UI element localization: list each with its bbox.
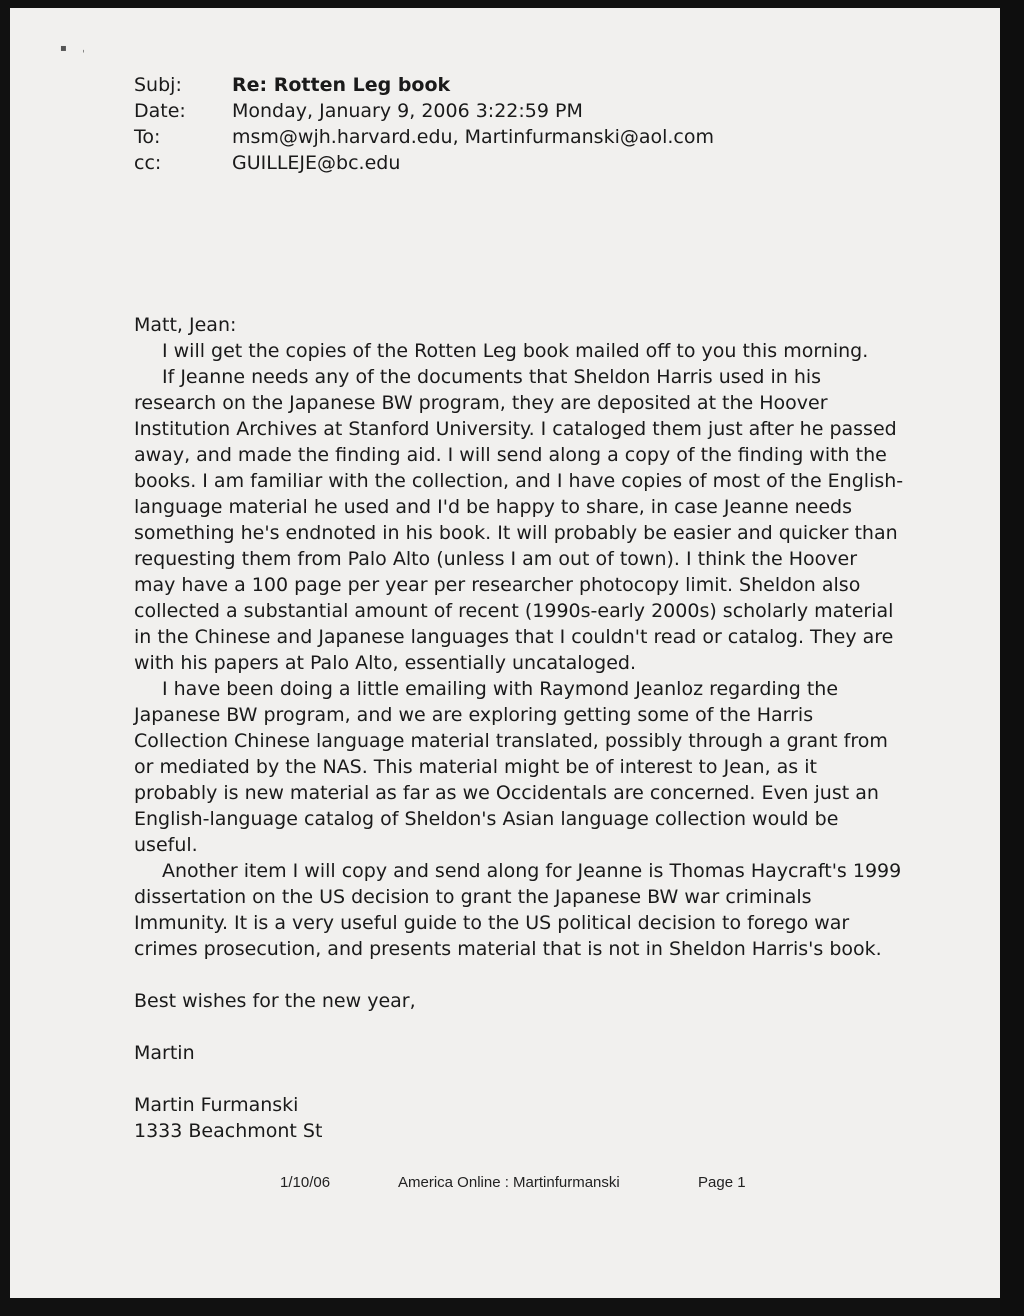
paragraph-3: I have been doing a little emailing with Raymond Jeanloz regarding the Japanese BW program, and we are exploring getting some of the Harris Collection Chinese language material translated, possibly through a grant from or mediated by the NAS. This material might be of interest to Jean, as it probably is new material as far as we Occidentals are concerned. Even just an English-language catalog of Sheldon's Asian language collection would be useful. [134, 678, 888, 856]
header-row-subject [134, 72, 714, 98]
print-footer [280, 1170, 746, 1196]
closing-line: Best wishes for the new year, [134, 990, 416, 1012]
header-row-cc [134, 150, 714, 176]
subject-value: Re: Rotten Leg book [232, 74, 451, 96]
header-row-to [134, 124, 714, 150]
signature-name: Martin Furmanski [134, 1094, 299, 1116]
signoff: Martin [134, 1042, 195, 1064]
subject-label: Subj: [134, 74, 182, 96]
footer-page-number: Page 1 [698, 1174, 746, 1191]
date-label: Date: [134, 100, 186, 122]
cc-value: GUILLEJE@bc.edu [232, 152, 401, 174]
date-value: Monday, January 9, 2006 3:22:59 PM [232, 100, 583, 122]
cc-label: cc: [134, 152, 162, 174]
to-label: To: [134, 126, 161, 148]
footer-date: 1/10/06 [280, 1174, 331, 1191]
paragraph-4: Another item I will copy and send along for Jeanne is Thomas Haycraft's 1999 dissertation on the US decision to grant the Japanese BW war criminals Immunity. It is a very useful guide to the US political decision to forego war crimes prosecution, and presents material that is not in Sheldon Harris's book. [134, 860, 902, 960]
document-page [10, 8, 1000, 1298]
paragraph-1: I will get the copies of the Rotten Leg book mailed off to you this morning. [162, 340, 869, 362]
to-value: msm@wjh.harvard.edu, Martinfurmanski@aol.com [232, 126, 715, 148]
paragraph-2: If Jeanne needs any of the documents that Sheldon Harris used in his research on the Japanese BW program, they are deposited at the Hoover Institution Archives at Stanford University. I cataloged them just after he passed away, and made the finding aid. I will send along a copy of the finding with the books. I am familiar with the collection, and I have copies of most of the English-language material he used and I'd be happy to share, in case Jeanne needs something he's endnoted in his book. It will probably be easier and quicker than requesting them from Palo Alto (unless I am out of town). I think the Hoover may have a 100 page per year per researcher photocopy limit. Sheldon also collected a substantial amount of recent (1990s-early 2000s) scholarly material in the Chinese and Japanese languages that I couldn't read or catalog. They are with his papers at Palo Alto, essentially uncataloged. [134, 366, 904, 674]
signature-address: 1333 Beachmont St [134, 1120, 323, 1142]
scan-marks: ▪ ˌ [60, 43, 91, 54]
email-body [134, 312, 904, 1144]
footer-source: America Online : Martinfurmanski [398, 1174, 620, 1191]
header-row-date [134, 98, 714, 124]
email-header [134, 72, 714, 176]
scan-border [1000, 0, 1024, 1316]
salutation: Matt, Jean: [134, 314, 237, 336]
